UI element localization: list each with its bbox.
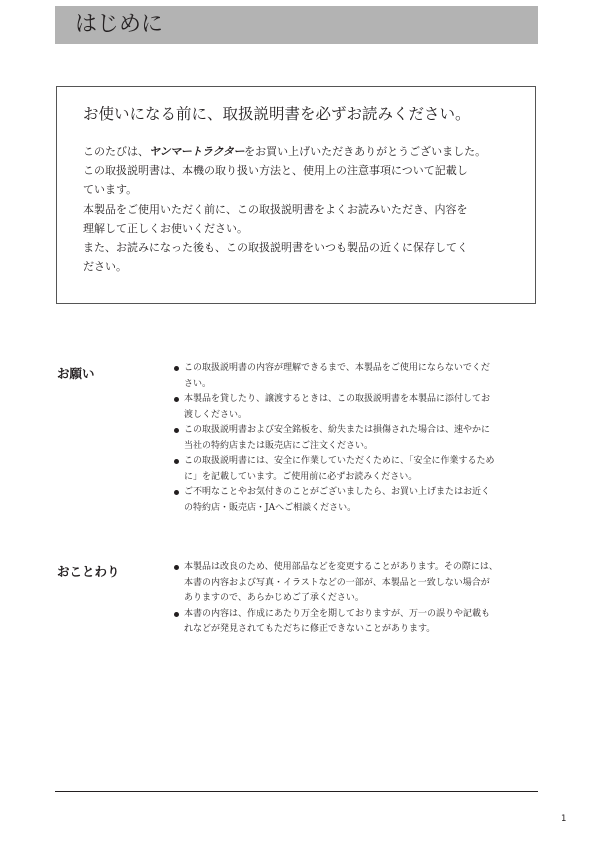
notice-line <box>83 142 515 161</box>
list-item <box>174 485 542 516</box>
list-item-line: この取扱説明書の内容が理解できるまで、本製品をご使用にならないでくだ <box>184 363 490 373</box>
list-item-line: に」を記載しています。ご使用前に必ずお読みください。 <box>184 471 418 482</box>
brand-name: ヤンマートラクター <box>149 145 245 158</box>
bullet-icon <box>174 428 179 433</box>
header-band <box>55 6 538 44</box>
page-number: 1 <box>561 814 567 824</box>
list-item-line: の特約店・販売店・JAへご相談ください。 <box>184 502 357 513</box>
disclaimer-list <box>174 560 542 638</box>
request-list <box>174 361 542 516</box>
list-item-line: ご不明なことやお気付きのことがございましたら、お買い上げまたはお近く <box>184 487 491 497</box>
bullet-icon <box>174 397 179 402</box>
list-item-line: さい。 <box>184 378 212 389</box>
notice-line1-pre: このたびは、 <box>83 145 149 158</box>
list-item-line: れなどが発見されてもただちに修正できないことがあります。 <box>184 624 436 634</box>
notice-body <box>83 142 515 276</box>
bullet-icon <box>174 490 179 495</box>
list-item <box>174 423 542 454</box>
footer-rule <box>55 791 538 792</box>
list-item-line: ありますので、あらかじめご了承ください。 <box>184 593 364 603</box>
bullet-icon <box>174 459 179 464</box>
notice-line: また、お読みになった後も、この取扱説明書をいつも製品の近くに保存してく <box>83 240 468 254</box>
notice-box <box>56 86 536 304</box>
page-title: はじめに <box>75 12 164 37</box>
notice-line: 本製品をご使用いただく前に、この取扱説明書をよくお読みいただき、内容を <box>83 202 468 216</box>
list-item-line: この取扱説明書および安全銘板を、紛失または損傷された場合は、速やかに <box>184 425 491 435</box>
list-item <box>174 392 542 423</box>
list-item <box>174 560 542 607</box>
list-item-line: 本書の内容は、作成にあたり万全を期しておりますが、万一の誤りや記載も <box>184 608 491 619</box>
notice-line1-post: をお買い上げいただきありがとうございました。 <box>244 145 487 158</box>
notice-line: ださい。 <box>83 260 127 274</box>
notice-line: 理解して正しくお使いください。 <box>83 221 248 235</box>
notice-line: ています。 <box>83 183 138 197</box>
bullet-icon <box>174 612 179 617</box>
list-item <box>174 361 542 392</box>
notice-heading: お使いになる前に、取扱説明書を必ずお読みください。 <box>83 105 471 123</box>
bullet-icon <box>174 366 179 371</box>
disclaimer-section-label: おことわり <box>57 564 120 579</box>
list-item-line: 本書の内容および写真・イラストなどの一部が、本製品と一致しない場合が <box>184 577 490 588</box>
request-section-label: お願い <box>57 366 95 381</box>
bullet-icon <box>174 565 179 570</box>
list-item <box>174 454 542 485</box>
list-item-line: この取扱説明書には、安全に作業していただくために、「安全に作業するため <box>184 456 495 466</box>
notice-line: この取扱説明書は、本機の取り扱い方法と、使用上の注意事項について記載し <box>83 164 468 178</box>
list-item-line: 本製品を貸したり、譲渡するときは、この取扱説明書を本製品に添付してお <box>184 394 491 404</box>
list-item-line: 当社の特約店または販売店にご注文ください。 <box>184 440 374 451</box>
list-item-line: 渡しください。 <box>184 409 248 420</box>
list-item <box>174 607 542 638</box>
list-item-line: 本製品は改良のため、使用部品などを変更することがあります。その際には、 <box>184 562 498 572</box>
